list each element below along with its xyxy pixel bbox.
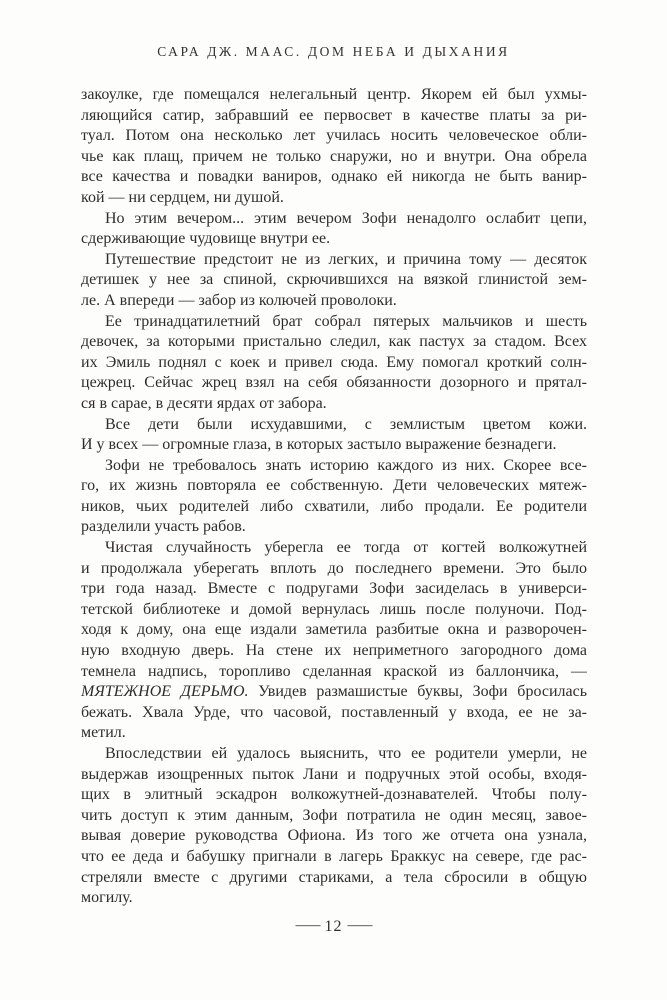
- text-line: Чистая случайность уберегла ее тогда от когтей волкожутней: [105, 539, 587, 557]
- text-line: ную входную дверь. На стене их неприметного загородного дома: [81, 642, 587, 660]
- text-line: щих в элитный эскадрон волкожутней-дознавателей. Чтобы полу-: [81, 786, 587, 804]
- text-line: разделили участь рабов.: [81, 518, 246, 536]
- text-line: МЯТЕЖНОЕ ДЕРЬМО. Увидев размашистые буквы, Зофи бросилась: [81, 683, 587, 701]
- paragraph: [81, 744, 587, 909]
- text-line: Путешествие предстоит не из легких, и причина тому — десяток: [105, 250, 587, 268]
- paragraph: [81, 538, 587, 744]
- text-line: Зофи не требовалось знать историю каждого из них. Скорее все-: [105, 456, 587, 474]
- footer-left-dash: —: [295, 917, 320, 934]
- text-line: могилу.: [81, 889, 133, 907]
- page-number: 12: [324, 918, 343, 935]
- text-line: их Эмиль поднял с коек и привел сюда. Ему помогал кроткий солн-: [81, 353, 587, 371]
- paragraph: [81, 415, 587, 456]
- text-line: девочек, за которыми пристально следил, как пастух за стадом. Всех: [81, 333, 587, 351]
- page-footer: [0, 918, 667, 936]
- text-line: ляющийся сатир, забравший ее первосвет в качестве платы за ри-: [81, 106, 587, 124]
- text-line: Все дети были исхудавшими, с землистым цветом кожи.: [105, 415, 587, 433]
- paragraph: [81, 85, 587, 209]
- paragraph: [81, 456, 587, 538]
- text-line: все качества и повадки ваниров, однако ей никогда не быть ванир-: [81, 168, 587, 186]
- text-line: ле. А впереди — забор из колючей проволоки.: [81, 291, 397, 309]
- text-line: ников, чьих родителей либо схватили, либо продали. Ее родители: [81, 497, 587, 515]
- text-line: тетской библиотеке и домой вернулась лишь после полуночи. Под-: [81, 600, 587, 618]
- text-line: выдержав изощренных пыток Лани и подручных этой особы, входя-: [81, 765, 587, 783]
- text-line: стреляли вместе с другими стариками, а тела сбросили в общую: [81, 868, 587, 886]
- footer-right-dash: —: [347, 917, 372, 934]
- paragraph: [81, 250, 587, 312]
- text-line: чье как плащ, причем не только снаружи, но и внутри. Она обрела: [81, 147, 587, 165]
- text-line: цежрец. Сейчас жрец взял на себя обязанности дозорного и прятал-: [81, 374, 587, 392]
- paragraph: [81, 312, 587, 415]
- text-line: сдерживающие чудовище внутри ее.: [81, 230, 331, 248]
- text-line: темнела надпись, торопливо сделанная краской из баллончика, —: [81, 662, 587, 680]
- text-line: И у всех — огромные глаза, в которых застыло выражение безнадеги.: [81, 436, 557, 454]
- text-line: Но этим вечером... этим вечером Зофи ненадолго ослабит цепи,: [105, 209, 587, 227]
- running-header: САРА ДЖ. МААС. ДОМ НЕБА И ДЫХАНИЯ: [157, 44, 510, 59]
- text-line: закоулке, где помещался нелегальный центр. Якорем ей был ухмы-: [81, 86, 587, 103]
- text-line: туал. Потом она несколько лет училась носить человеческое обли-: [81, 127, 587, 145]
- text-line: Впоследствии ей удалось выяснить, что ее родители умерли, не: [105, 745, 587, 762]
- text-line: чить доступ к этим данным, Зофи потратила не один месяц, завое-: [81, 806, 587, 824]
- text-line: детишек у нее за спиной, скрючившихся на вязкой глинистой зем-: [81, 271, 587, 289]
- text-line: и продолжала уберегать вплоть до последнего времени. Это было: [81, 559, 587, 577]
- text-line: го, их жизнь повторяла ее собственную. Дети человеческих мятеж-: [81, 477, 587, 495]
- text-line: ся в сарае, в десяти ярдах от забора.: [81, 394, 327, 412]
- paragraph: [81, 209, 587, 250]
- text-line: Ее тринадцатилетний брат собрал пятерых мальчиков и шесть: [105, 312, 587, 330]
- page-text: [81, 85, 587, 909]
- text-line: три года назад. Вместе с подругами Зофи засиделась в универси-: [81, 580, 587, 598]
- text-line: ходя к дому, она еще издали заметила разбитые окна и разворочен-: [81, 621, 587, 639]
- text-line: метил.: [81, 724, 126, 742]
- text-line: вывая доверие руководства Офиона. Из того же отчета она узнала,: [81, 827, 587, 845]
- text-line: кой — ни сердцем, ни душой.: [81, 188, 284, 206]
- text-line: бежать. Хвала Урде, что часовой, поставленный у входа, ее не за-: [81, 703, 587, 721]
- text-line: что ее деда и бабушку пригнали в лагерь Браккус на севере, где рас-: [81, 847, 587, 865]
